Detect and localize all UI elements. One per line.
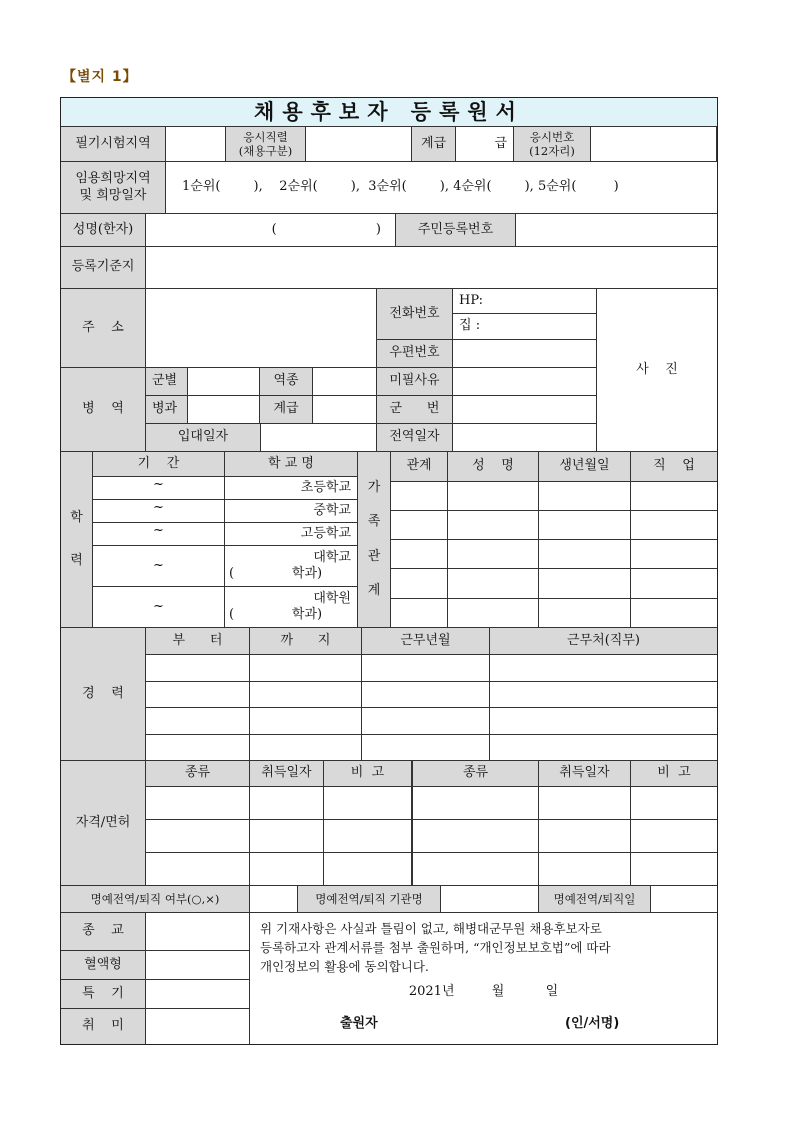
education-period-elementary[interactable]: ~ [93, 477, 225, 500]
career-cell[interactable] [362, 682, 490, 708]
career-cell[interactable] [490, 708, 717, 735]
education-period-graduate[interactable]: ~ [93, 587, 225, 628]
military-rank-label: 계급 [260, 396, 313, 424]
postal-code-label: 우편번호 [377, 340, 453, 368]
hp-label: HP: [459, 292, 484, 308]
family-cell[interactable] [448, 482, 539, 511]
career-workplace-header: 근무처(직무) [490, 628, 717, 655]
career-cell[interactable] [490, 655, 717, 682]
license-note-header-2: 비 고 [631, 761, 717, 787]
career-cell[interactable] [146, 735, 250, 761]
family-cell[interactable] [631, 482, 717, 511]
family-cell[interactable] [631, 540, 717, 569]
job-type-field[interactable] [306, 127, 412, 162]
career-cell[interactable] [362, 708, 490, 735]
license-cell[interactable] [413, 820, 539, 853]
license-cell[interactable] [631, 787, 717, 820]
family-char-1: 가 [367, 480, 381, 495]
license-cell[interactable] [631, 820, 717, 853]
family-cell[interactable] [391, 540, 448, 569]
career-cell[interactable] [146, 655, 250, 682]
job-type-label [226, 127, 306, 162]
exemption-reason-label: 미필사유 [377, 368, 453, 396]
service-number-field[interactable] [453, 396, 597, 424]
license-type-header-2: 종류 [413, 761, 539, 787]
education-period-high[interactable]: ~ [93, 523, 225, 546]
education-school-high: 고등학교 [225, 523, 358, 546]
postal-code-field[interactable] [453, 340, 597, 368]
hobby-label: 취 미 [61, 1009, 146, 1044]
license-cell[interactable] [324, 787, 413, 820]
career-cell[interactable] [146, 682, 250, 708]
family-cell[interactable] [391, 599, 448, 628]
family-cell[interactable] [539, 511, 631, 540]
home-phone-label: 집 : [459, 318, 481, 334]
desired-region-choices[interactable]: 1순위( ), 2순위( ), 3순위( ), 4순위( ), 5순위( ) [166, 162, 717, 214]
license-cell[interactable] [324, 820, 413, 853]
license-cell[interactable] [631, 853, 717, 886]
education-label [61, 452, 93, 628]
license-label: 자격/면허 [61, 761, 146, 886]
desired-region-label [61, 162, 166, 214]
exam-number-label [514, 127, 591, 162]
military-specialty-label: 병과 [146, 396, 188, 424]
blood-type-field[interactable] [146, 951, 250, 980]
family-cell[interactable] [448, 569, 539, 599]
military-branch-label: 군별 [146, 368, 188, 396]
license-cell[interactable] [250, 820, 324, 853]
family-cell[interactable] [539, 569, 631, 599]
graduate-label: 대학원 [313, 590, 351, 606]
career-cell[interactable] [250, 682, 362, 708]
military-rank-field[interactable] [313, 396, 377, 424]
discharge-date-label: 전역일자 [377, 424, 453, 452]
family-char-2: 족 [367, 514, 381, 530]
form-title: 채용후보자 등록원서 [61, 98, 717, 127]
family-cell[interactable] [391, 569, 448, 599]
religion-field[interactable] [146, 913, 250, 951]
career-cell[interactable] [362, 655, 490, 682]
military-category-field[interactable] [313, 368, 377, 396]
hobby-field[interactable] [146, 1009, 250, 1044]
license-cell[interactable] [324, 853, 413, 886]
family-cell[interactable] [631, 511, 717, 540]
job-type-line1: 응시직렬 [243, 129, 288, 144]
address-field[interactable] [146, 289, 377, 368]
license-date-header: 취득일자 [250, 761, 324, 787]
special-skill-field[interactable] [146, 980, 250, 1009]
license-cell[interactable] [539, 787, 631, 820]
attachment-label: 【별지 1】 [62, 69, 138, 85]
career-cell[interactable] [146, 708, 250, 735]
blood-type-label: 혈액형 [61, 951, 146, 980]
registration-form [60, 97, 718, 1045]
military-category-label: 역종 [260, 368, 313, 396]
career-cell[interactable] [250, 655, 362, 682]
military-branch-field[interactable] [188, 368, 260, 396]
education-char-1: 학 [70, 510, 83, 526]
career-period-header: 근무년월 [362, 628, 490, 655]
license-cell[interactable] [146, 820, 250, 853]
career-to-header: 까 지 [250, 628, 362, 655]
education-period-middle[interactable]: ~ [93, 500, 225, 523]
license-cell[interactable] [539, 820, 631, 853]
desired-region-line1: 임용희망지역 [75, 171, 151, 187]
honor-discharge-org-label: 명예전역/퇴직 기관명 [298, 886, 441, 913]
exam-number-field[interactable] [591, 127, 717, 162]
family-cell[interactable] [448, 599, 539, 628]
signature-line [260, 1016, 707, 1036]
enlistment-date-label: 입대일자 [146, 424, 261, 452]
phone-label: 전화번호 [377, 289, 453, 340]
honor-discharge-yn-label: 명예전역/퇴직 여부(○,×) [61, 886, 250, 913]
registration-base-label: 등록기준지 [61, 247, 146, 289]
military-specialty-field[interactable] [188, 396, 260, 424]
family-char-3: 관 [367, 548, 381, 564]
family-cell[interactable] [391, 511, 448, 540]
family-cell[interactable] [448, 540, 539, 569]
rrn-field[interactable] [516, 214, 717, 247]
education-period-header: 기 간 [93, 452, 225, 477]
education-school-graduate[interactable] [225, 587, 358, 628]
graduate-major: ( 학과) [229, 607, 323, 622]
license-note-header: 비 고 [324, 761, 413, 787]
education-school-header: 학 교 명 [225, 452, 358, 477]
family-name-header: 성 명 [448, 452, 539, 482]
education-school-university[interactable] [225, 546, 358, 587]
career-cell[interactable] [362, 735, 490, 761]
career-cell[interactable] [490, 735, 717, 761]
rrn-label: 주민등록번호 [396, 214, 516, 247]
career-from-header: 부 터 [146, 628, 250, 655]
declaration-line-2: 등록하고자 관계서류를 첨부 출원하며, “개인정보보호법”에 따라 [260, 940, 611, 955]
home-phone-field[interactable] [453, 314, 597, 340]
education-char-2: 력 [70, 552, 83, 568]
family-birth-header: 생년월일 [539, 452, 631, 482]
exam-region-field[interactable] [166, 127, 226, 162]
family-cell[interactable] [631, 599, 717, 628]
enlistment-date-field[interactable] [261, 424, 377, 452]
discharge-date-field[interactable] [453, 424, 597, 452]
religion-label: 종 교 [61, 913, 146, 951]
honor-discharge-date-label: 명예전역/퇴직일 [539, 886, 651, 913]
career-cell[interactable] [250, 735, 362, 761]
signature-seal[interactable]: (인/서명) [565, 1016, 620, 1032]
declaration-block [250, 913, 717, 1044]
education-school-elementary: 초등학교 [225, 477, 358, 500]
license-cell[interactable] [146, 853, 250, 886]
job-type-line2: (채용구분) [238, 144, 293, 158]
grade-field[interactable] [456, 127, 514, 162]
license-type-header: 종류 [146, 761, 250, 787]
honor-discharge-org-field[interactable] [441, 886, 539, 913]
license-cell[interactable] [250, 787, 324, 820]
grade-unit: 급 [494, 135, 507, 151]
exemption-reason-field[interactable] [453, 368, 597, 396]
family-cell[interactable] [539, 540, 631, 569]
registration-base-field[interactable] [146, 247, 717, 289]
family-char-4: 계 [367, 582, 381, 598]
license-cell[interactable] [250, 853, 324, 886]
family-cell[interactable] [391, 482, 448, 511]
exam-region-label: 필기시험지역 [61, 127, 166, 162]
special-skill-label: 특 기 [61, 980, 146, 1009]
declaration-line-3: 개인정보의 활용에 동의합니다. [260, 959, 429, 974]
hp-field[interactable] [453, 289, 597, 314]
family-cell[interactable] [539, 482, 631, 511]
address-label: 주 소 [61, 289, 146, 368]
license-cell[interactable] [146, 787, 250, 820]
name-label: 성명(한자) [61, 214, 146, 247]
desired-region-line2: 및 희망일자 [79, 187, 147, 203]
family-cell[interactable] [448, 511, 539, 540]
declaration-line-1: 위 기재사항은 사실과 틀림이 없고, 해병대군무원 채용후보자로 [260, 921, 602, 936]
family-cell[interactable] [539, 599, 631, 628]
name-hanja-paren: ( ) [271, 221, 381, 237]
service-number-label: 군 번 [377, 396, 453, 424]
education-period-university[interactable]: ~ [93, 546, 225, 587]
career-cell[interactable] [490, 682, 717, 708]
career-label: 경 력 [61, 628, 146, 761]
family-job-header: 직 업 [631, 452, 717, 482]
license-cell[interactable] [539, 853, 631, 886]
license-cell[interactable] [413, 853, 539, 886]
education-school-middle: 중학교 [225, 500, 358, 523]
grade-label: 계급 [412, 127, 456, 162]
career-cell[interactable] [250, 708, 362, 735]
declaration-date: 2021년 월 일 [408, 984, 559, 999]
license-cell[interactable] [413, 787, 539, 820]
family-cell[interactable] [631, 569, 717, 599]
university-label: 대학교 [313, 549, 351, 565]
university-major: ( 학과) [229, 566, 323, 581]
family-relation-header: 관계 [391, 452, 448, 482]
exam-number-line2: (12자리) [529, 144, 575, 158]
applicant-label: 출원자 [340, 1016, 378, 1032]
exam-number-line1: 응시번호 [529, 129, 575, 144]
name-field[interactable] [146, 214, 396, 247]
military-label: 병 역 [61, 368, 146, 452]
honor-discharge-yn-field[interactable] [250, 886, 298, 913]
license-date-header-2: 취득일자 [539, 761, 631, 787]
honor-discharge-date-field[interactable] [651, 886, 717, 913]
family-label [358, 452, 391, 628]
photo-box[interactable]: 사 진 [597, 289, 717, 452]
